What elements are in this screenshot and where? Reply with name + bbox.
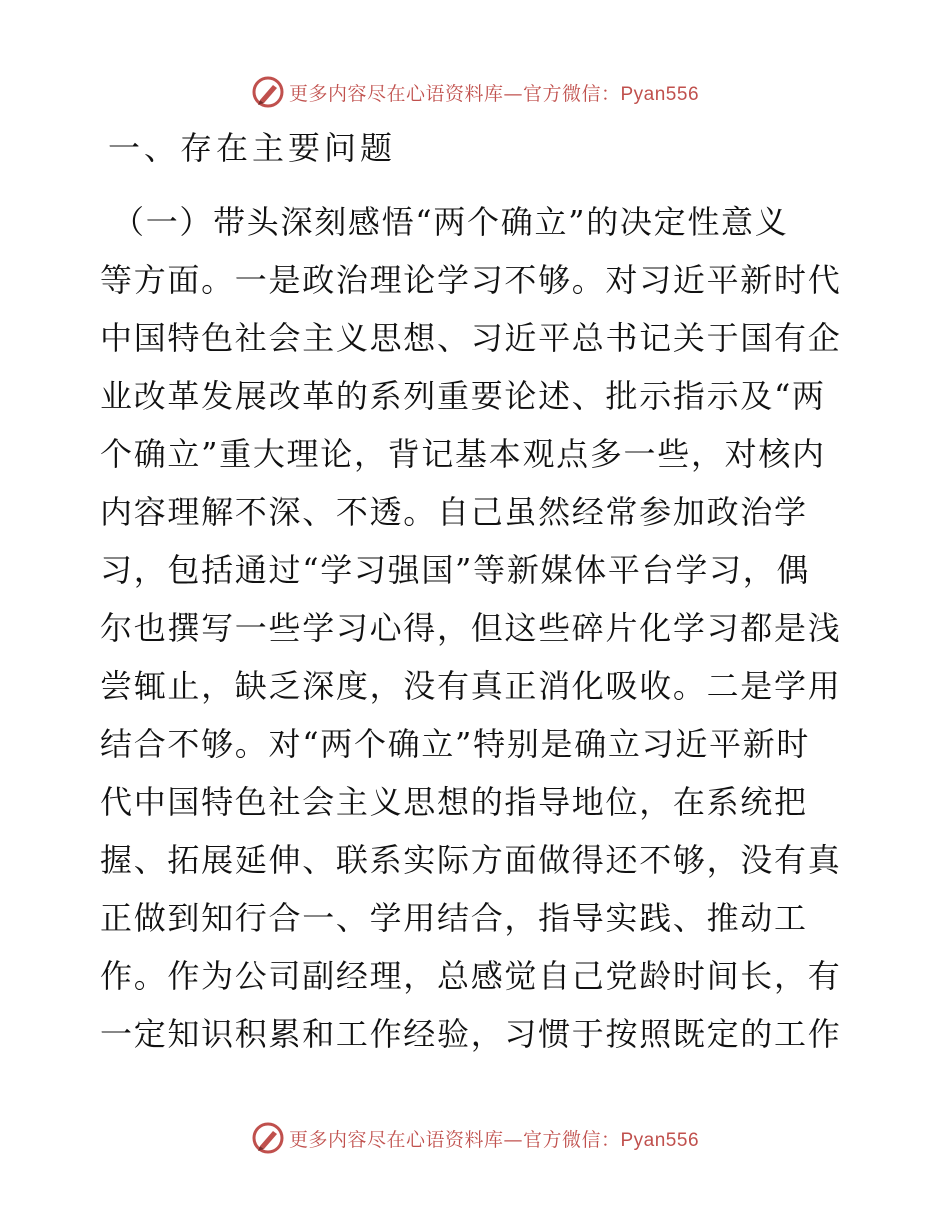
- text-line: 尔也撰写一些学习心得，但这些碎片化学习都是浅: [100, 609, 842, 647]
- text-line: 个确立”重大理论，背记基本观点多一些，对核内: [100, 435, 826, 473]
- text-line: （一）带头深刻感悟“两个确立”的决定性意义: [112, 203, 789, 241]
- pen-logo-icon: [251, 75, 285, 109]
- section-heading: 一、存在主要问题: [108, 129, 397, 167]
- header-watermark: [0, 72, 950, 112]
- footer-watermark: [0, 1118, 950, 1158]
- text-line: 代中国特色社会主义思想的指导地位，在系统把: [100, 783, 808, 821]
- text-line: 内容理解不深、不透。自己虽然经常参加政治学: [100, 493, 808, 531]
- text-line: 业改革发展改革的系列重要论述、批示指示及“两: [100, 377, 826, 415]
- text-line: 正做到知行合一、学用结合，指导实践、推动工: [100, 899, 808, 937]
- watermark-text: 更多内容尽在心语资料库—官方微信：Pyan556: [288, 1128, 700, 1151]
- text-line: 尝辄止，缺乏深度，没有真正消化吸收。二是学用: [100, 667, 842, 705]
- text-line: 习，包括通过“学习强国”等新媒体平台学习，偶: [100, 551, 811, 589]
- text-line: 一定知识积累和工作经验，习惯于按照既定的工作: [100, 1015, 842, 1053]
- body-text: [100, 198, 850, 1068]
- text-line: 结合不够。对“两个确立”特别是确立习近平新时: [100, 725, 811, 763]
- watermark-text: 更多内容尽在心语资料库—官方微信：Pyan556: [288, 82, 700, 105]
- text-line: 等方面。一是政治理论学习不够。对习近平新时代: [100, 261, 842, 299]
- text-line: 中国特色社会主义思想、习近平总书记关于国有企: [100, 319, 842, 357]
- pen-logo-icon: [251, 1121, 285, 1155]
- text-line: 握、拓展延伸、联系实际方面做得还不够，没有真: [100, 841, 842, 879]
- text-line: 作。作为公司副经理，总感觉自己党龄时间长，有: [100, 957, 842, 995]
